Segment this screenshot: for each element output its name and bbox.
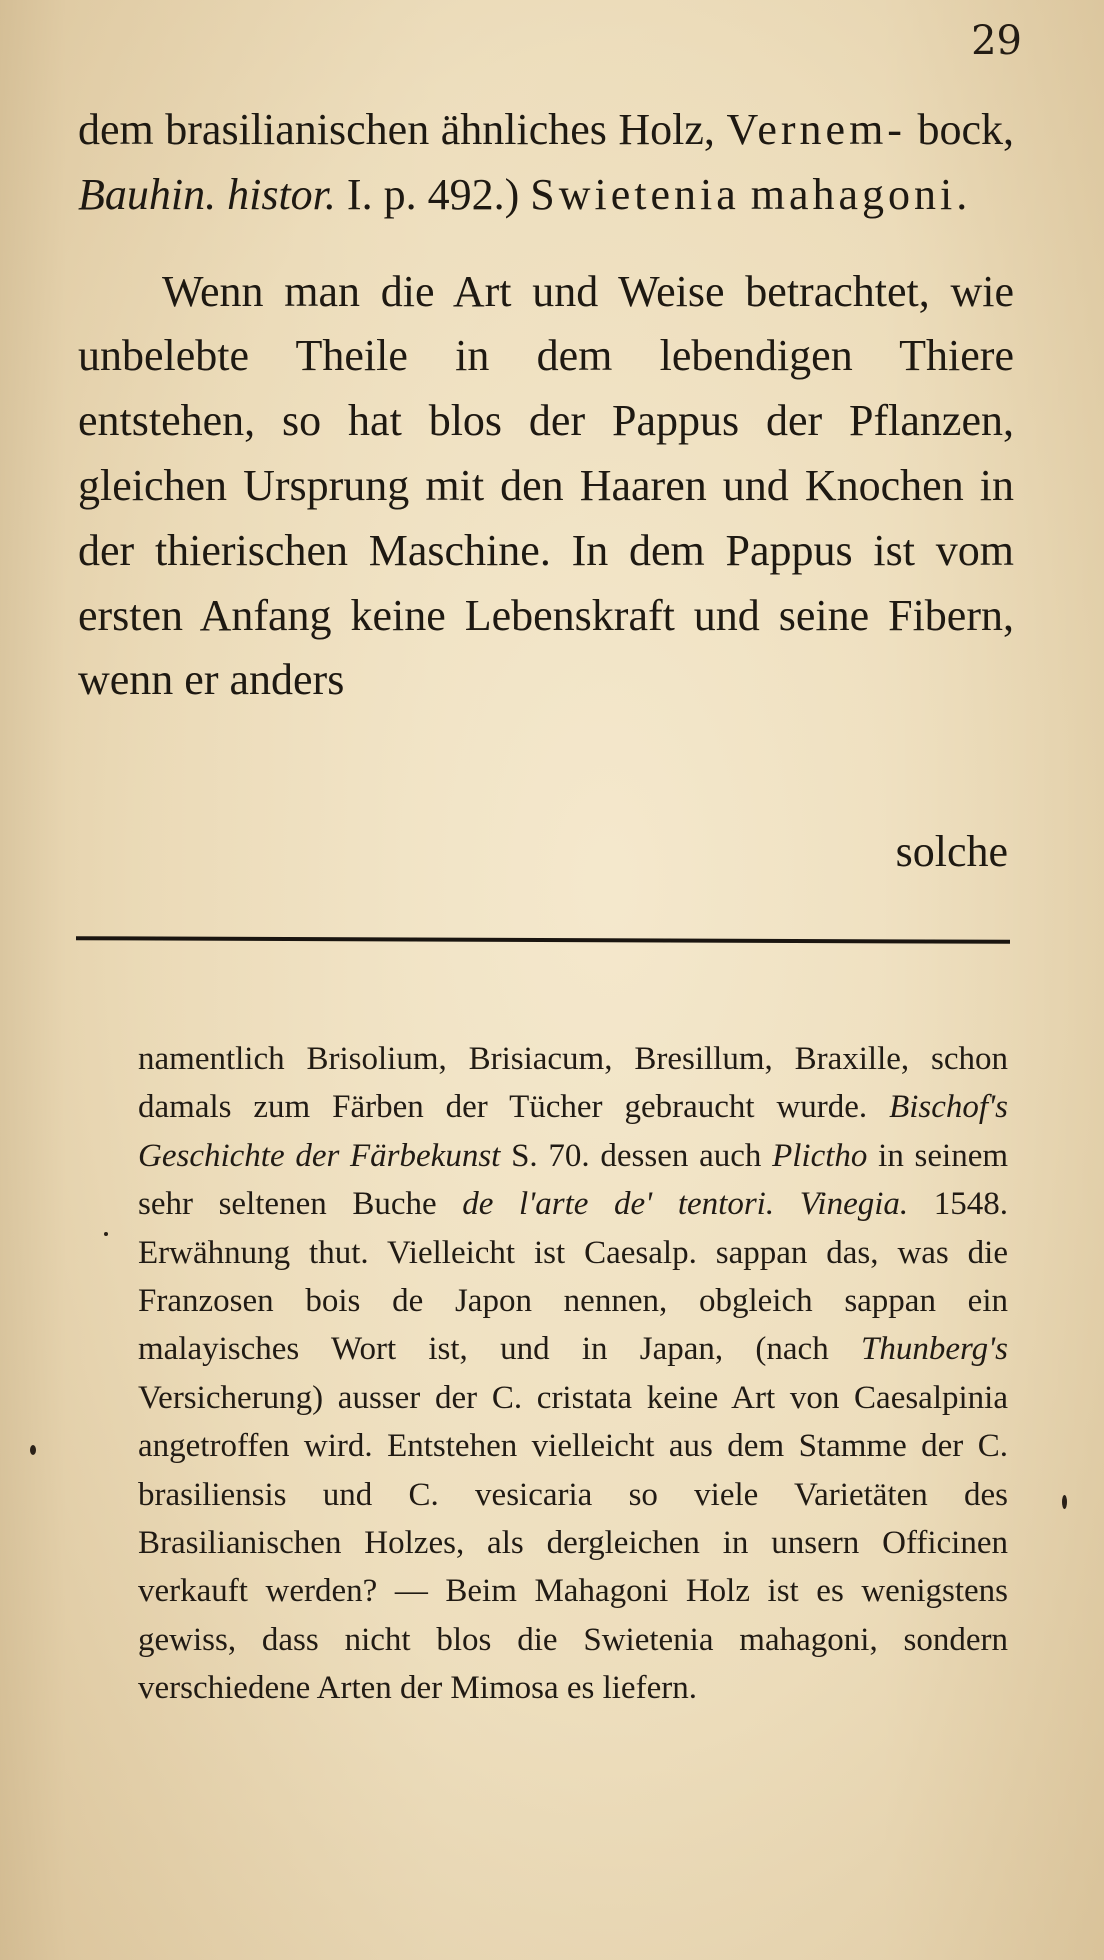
paragraph-continued [78, 98, 1014, 228]
text-run: bock, [917, 105, 1015, 154]
text-run-spaced: Vernem- [726, 105, 906, 154]
footnote-divider [76, 936, 1010, 944]
ink-speck [1062, 1495, 1067, 1509]
main-text [78, 98, 1014, 713]
footnote-paragraph [138, 1035, 1008, 1713]
page-number: 29 [971, 18, 1022, 64]
catchword: solche [895, 827, 1008, 876]
text-run: I. p. 492.) [346, 169, 520, 219]
text-run: namentlich Brisolium, Brisiacum, Bresillum, Braxille, schon damals zum Färben der Tücher gebraucht wurde. [138, 1041, 1008, 1126]
italic-citation: Thunberg's [860, 1331, 1008, 1368]
text-run: dem brasilianischen ähnliches Holz, [78, 105, 715, 154]
footnote [138, 1035, 1008, 1713]
text-run: Versicherung) ausser der C. cristata keine Art von Caesalpinia angetroffen wird. Entstehen vielleicht aus dem Stamme der C. brasiliensis und C. vesicaria so viele Varietäten des Brasilianischen Holzes, als dergleichen in unsern Officinen verkauft werden? — Beim Mahagoni Holz ist es wenigstens gewiss, dass nicht blos die Swietenia mahagoni, sondern verschiedene Arten der Mimosa es liefern. [138, 1379, 1008, 1707]
text-run-spaced: mahagoni. [750, 169, 972, 219]
italic-citation: Bischof's Geschichte der Färbekunst [138, 1089, 1008, 1174]
italic-citation: de l'arte de' tentori. Vinegia. [462, 1186, 909, 1223]
ink-speck [104, 1232, 108, 1236]
text-run: 1548. Erwähnung thut. Vielleicht ist Caesalp. sappan das, was die Franzosen bois de Japon nennen, obgleich sappan ein malayisches Wort ist, und in Japan, (nach [138, 1186, 1009, 1368]
italic-citation: Plictho [772, 1137, 868, 1174]
ink-speck [30, 1445, 36, 1455]
italic-citation: Bauhin. histor. [78, 169, 336, 219]
paragraph: Wenn man die Art und Weise betrachtet, wie unbelebte Theile in dem lebendigen Thiere entstehen, so hat blos der Pappus der Pflanzen, gleichen Ursprung mit den Haaren und Knochen in der thierischen Maschine. In dem Pappus ist vom ersten Anfang keine Lebenskraft und seine Fibern, wenn er anders [78, 266, 1014, 705]
text-run-spaced: Swietenia [530, 169, 740, 219]
text-run: S. 70. dessen auch [511, 1137, 762, 1174]
text-run: in seinem sehr seltenen Buche [138, 1137, 1009, 1223]
